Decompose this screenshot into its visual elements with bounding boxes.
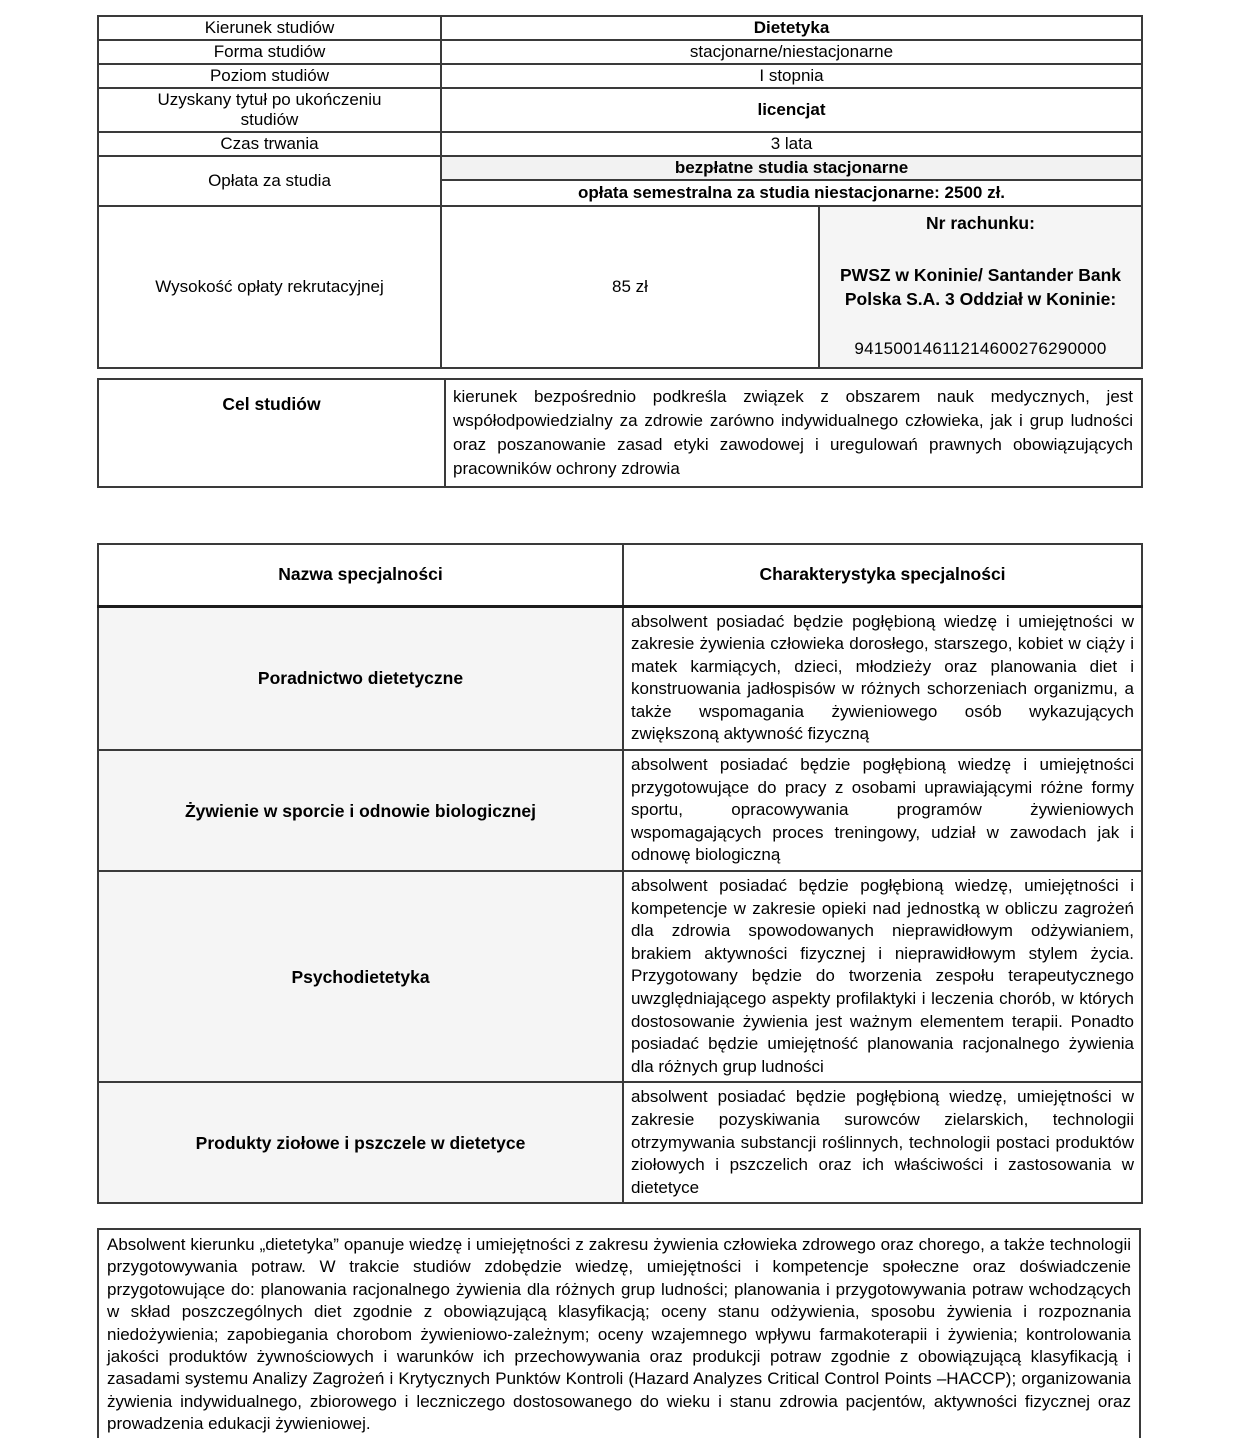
column-header-name: Nazwa specjalności	[98, 544, 623, 606]
spec-name: Psychodietetyka	[98, 871, 623, 1082]
table-row	[98, 132, 1142, 156]
spec-desc: absolwent posiadać będzie pogłębioną wiedzę i umiejętności w zakresie żywienia człowieka dorosłego, starszego, kobiet w ciąży i matek karmiących, dzieci, młodzieży oraz planowania diet i konstruowania jadłospisów w różnych schorzeniach organizmu, a także wspomagania żywieniowego osób wykazujących zwiększoną aktywność fizyczną	[623, 606, 1142, 750]
row-value: Dietetyka	[441, 16, 1142, 40]
table-row	[98, 871, 1142, 1082]
table-row	[98, 88, 1142, 132]
spec-desc: absolwent posiadać będzie pogłębioną wiedzę, umiejętności i kompetencje w zakresie opieki nad jednostką w obliczu zagrożeń dla zdrowia spowodowanych nieprawidłowym odżywianiem, brakiem aktywności fizycznej i nieprawidłowym stylem życia. Przygotowany będzie do tworzenia zespołu terapeutycznego uwzględniającego aspekty profilaktyki i leczenia chorób, w których dostosowanie żywienia jest ważnym elementem terapii. Ponadto posiadać będzie umiejętność planowania racjonalnego żywienia dla różnych grup ludności	[623, 871, 1142, 1082]
account-holder: PWSZ w Koninie/ Santander Bank Polska S.A. 3 Oddział w Koninie:	[840, 264, 1122, 309]
specializations-table	[97, 543, 1143, 1204]
table-row	[98, 40, 1142, 64]
goal-text: kierunek bezpośrednio podkreśla związek z obszarem nauk medycznych, jest współodpowiedzialny za zdrowie zarówno indywidualnego człowieka, jak i grup ludności oraz poszanowanie zasad etyki zawodowej i uregulowań prawnych obowiązujących pracowników ochrony zdrowia	[445, 379, 1142, 487]
row-value: I stopnia	[441, 64, 1142, 88]
goal-label: Cel studiów	[98, 379, 445, 487]
spec-name: Produkty ziołowe i pszczele w dietetyce	[98, 1082, 623, 1203]
table-row	[98, 16, 1142, 40]
recruitment-amount-cell: 85 zł	[441, 206, 819, 368]
row-label: Kierunek studiów	[98, 16, 441, 40]
row-value: licencjat	[441, 88, 1142, 132]
row-label: Poziom studiów	[98, 64, 441, 88]
account-number: 94150014611214600276290000	[854, 339, 1107, 358]
fee-free-cell: bezpłatne studia stacjonarne	[441, 156, 1142, 180]
goal-table	[97, 378, 1143, 488]
row-label: Czas trwania	[98, 132, 441, 156]
row-value: 3 lata	[441, 132, 1142, 156]
row-label: Forma studiów	[98, 40, 441, 64]
row-value: stacjonarne/niestacjonarne	[441, 40, 1142, 64]
column-header-desc: Charakterystyka specjalności	[623, 544, 1142, 606]
bank-account-content	[820, 207, 1141, 365]
row-label: Opłata za studia	[98, 156, 441, 206]
spec-desc: absolwent posiadać będzie pogłębioną wiedzę i umiejętności przygotowujące do pracy z osobami uprawiającymi różne formy sportu, opracowywania programów żywieniowych wspomagających proces treningowy, udział w zawodach jak i odnowę biologiczną	[623, 750, 1142, 871]
table-row	[98, 64, 1142, 88]
program-info-table	[97, 15, 1143, 369]
table-header-row	[98, 544, 1142, 606]
bank-account-cell	[819, 206, 1142, 368]
table-row-fee	[98, 156, 1142, 180]
spec-desc: absolwent posiadać będzie pogłębioną wiedzę, umiejętności w zakresie pozyskiwania surowców zielarskich, technologii otrzymywania substancji roślinnych, technologii postaci produktów ziołowych i pszczelich oraz ich właściwości i zastosowania w dietetyce	[623, 1082, 1142, 1203]
graduate-summary-text: Absolwent kierunku „dietetyka” opanuje wiedzę i umiejętności z zakresu żywienia człowieka zdrowego oraz chorego, a także technologii przygotowywania potraw. W trakcie studiów zdobędzie wiedzę, umiejętności i kompetencje społeczne oraz doświadczenie przygotowujące do: planowania racjonalnego żywienia dla różnych grup ludności; planowania i przygotowywania potraw wchodzących w skład poszczególnych diet zgodnie z obowiązującą klasyfikacją; oceny stanu odżywienia, sposobu żywienia i rozpoznania niedożywienia; zapobiegania chorobom żywieniowo-zależnym; oceny wzajemnego wpływu farmakoterapii i żywienia; kontrolowania jakości produktów żywnościowych i warunków ich przechowywania oraz produkcji potraw zgodnie z obowiązującą klasyfikacją i zasadami systemu Analizy Zagrożeń i Krytycznych Punktów Kontroli (Hazard Analyzes Critical Control Points –HACCP); organizowania żywienia indywidualnego, zbiorowego i leczniczego dostosowanego do wieku i stanu zdrowia pacjentów, aktywności fizycznej oraz prowadzenia edukacji żywieniowej.	[107, 1235, 1131, 1434]
table-row	[98, 750, 1142, 871]
spec-name: Żywienie w sporcie i odnowie biologicznej	[98, 750, 623, 871]
table-row-recruitment	[98, 206, 1142, 368]
table-row	[98, 1082, 1142, 1203]
account-title: Nr rachunku:	[926, 213, 1035, 233]
fee-semester-cell: opłata semestralna za studia niestacjonarne: 2500 zł.	[441, 180, 1142, 206]
graduate-summary-box	[97, 1228, 1141, 1438]
row-label: Wysokość opłaty rekrutacyjnej	[98, 206, 441, 368]
table-row	[98, 379, 1142, 487]
row-label: Uzyskany tytuł po ukończeniu studiów	[98, 88, 441, 132]
table-row	[98, 606, 1142, 750]
spec-name: Poradnictwo dietetyczne	[98, 606, 623, 750]
